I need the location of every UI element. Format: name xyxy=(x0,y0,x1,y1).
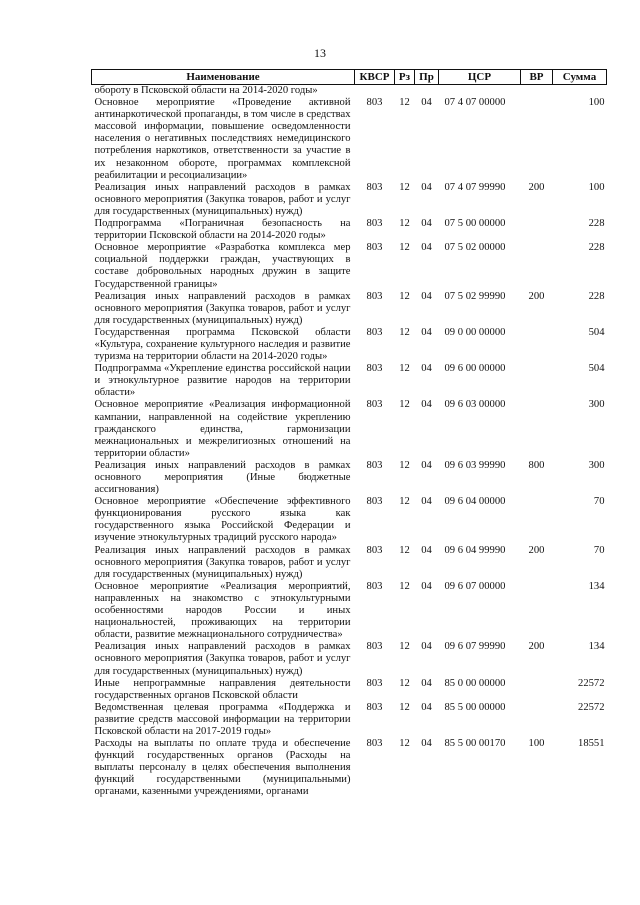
column-header-csr: ЦСР xyxy=(439,70,521,85)
cell-name: Реализация иных направлений расходов в рамках основного мероприятия (Закупка товаров, работ и услуг для государственных (муниципальных) нужд) xyxy=(94,290,351,326)
cell-sum: 70 xyxy=(593,496,605,508)
cell-rz: 12 xyxy=(399,496,410,508)
cell-csr xyxy=(439,85,521,98)
cell-sum: 70 xyxy=(593,544,605,556)
table-row xyxy=(92,218,607,242)
cell-vr: 100 xyxy=(528,738,545,750)
cell-rz: 12 xyxy=(399,544,410,556)
cell-kvsr xyxy=(355,85,395,98)
cell-rz: 12 xyxy=(399,97,410,109)
cell-sum: 100 xyxy=(588,97,605,109)
cell-sum: 300 xyxy=(588,459,605,471)
cell-kvsr: 803 xyxy=(366,580,383,592)
cell-name: Основное мероприятие «Реализация мероприятий, направленных на знакомство с этнокультурными особенностями народов России и иных национальностей, проживающих на территории области, развитие межнационального сотрудничества» xyxy=(94,580,351,641)
cell-vr: 200 xyxy=(528,181,545,193)
cell-rz: 12 xyxy=(399,701,410,713)
cell-vr: 800 xyxy=(528,459,545,471)
cell-name: Реализация иных направлений расходов в рамках основного мероприятия (Закупка товаров, работ и услуг для государственных (муниципальных) нужд) xyxy=(94,544,351,580)
cell-name: Основное мероприятие «Проведение активной антинаркотической пропаганды, в том числе в средствах массовой информации, повышение осведомленности населения о негативных последствиях немедицинского потребления наркотиков, ответственности за участие в их незаконном обороте, программах комплексной реабилитации и ресоциализации» xyxy=(94,97,351,181)
cell-pr: 04 xyxy=(421,701,432,713)
cell-pr: 04 xyxy=(421,97,432,109)
table-row xyxy=(92,641,607,677)
cell-rz: 12 xyxy=(399,363,410,375)
table-row xyxy=(92,85,607,98)
cell-sum: 22572 xyxy=(578,701,605,713)
cell-vr xyxy=(521,85,553,98)
table-row xyxy=(92,545,607,581)
cell-kvsr: 803 xyxy=(366,641,383,653)
cell-vr xyxy=(521,97,553,182)
cell-name: Иные непрограммные направления деятельности государственных органов Псковской области xyxy=(94,677,351,701)
table-row xyxy=(92,363,607,399)
column-header-kvsr: КВСР xyxy=(355,70,395,85)
budget-table xyxy=(91,69,607,799)
cell-csr: 85 5 00 00170 xyxy=(444,738,506,750)
cell-kvsr: 803 xyxy=(366,677,383,689)
cell-name: Подпрограмма «Укрепление единства российской нации и этнокультурное развитие народов на территории области» xyxy=(94,363,351,399)
column-header-vr: ВР xyxy=(521,70,553,85)
cell-vr: 200 xyxy=(528,544,545,556)
page-number: 13 xyxy=(314,46,326,60)
cell-pr: 04 xyxy=(421,677,432,689)
cell-sum: 18551 xyxy=(578,738,605,750)
cell-rz: 12 xyxy=(399,242,410,254)
cell-name: Расходы на выплаты по оплате труда и обеспечение функций государственных органов (Расходы на выплаты персоналу в целях обеспечения выполнения функций государственными (муниципальными) органами, казенными учреждениями, органами xyxy=(94,738,351,798)
cell-csr: 07 5 02 00000 xyxy=(444,242,506,254)
table-row xyxy=(92,460,607,496)
cell-rz: 12 xyxy=(399,738,410,750)
table-row xyxy=(92,182,607,218)
cell-sum: 504 xyxy=(588,363,605,375)
column-header-sum: Сумма xyxy=(553,70,607,85)
cell-sum: 228 xyxy=(588,242,605,254)
cell-name: Основное мероприятие «Разработка комплекса мер социальной поддержки граждан, участвующих в составе добровольных народных дружин в защите Государственной границы» xyxy=(94,242,351,290)
table-row xyxy=(92,291,607,327)
cell-name: Реализация иных направлений расходов в рамках основного мероприятия (Закупка товаров, работ и услуг для государственных (муниципальных) нужд) xyxy=(94,181,351,217)
cell-vr xyxy=(521,496,553,544)
cell-rz: 12 xyxy=(399,399,410,411)
cell-rz: 12 xyxy=(399,677,410,689)
cell-sum: 134 xyxy=(588,580,605,592)
table-header xyxy=(92,70,607,85)
cell-name: Реализация иных направлений расходов в рамках основного мероприятия (Закупка товаров, работ и услуг для государственных (муниципальных) нужд) xyxy=(94,641,351,677)
cell-sum: 504 xyxy=(588,326,605,338)
cell-rz: 12 xyxy=(399,580,410,592)
cell-csr: 85 5 00 00000 xyxy=(444,701,506,713)
cell-vr xyxy=(521,218,553,242)
table-row xyxy=(92,678,607,702)
cell-vr xyxy=(521,399,553,459)
cell-name: Реализация иных направлений расходов в рамках основного мероприятия (Иные бюджетные ассигнования) xyxy=(94,459,351,496)
cell-name: Ведомственная целевая программа «Поддержка и развитие средств массовой информации на территории Псковской области на 2017-2019 годы» xyxy=(94,701,351,737)
cell-sum: 22572 xyxy=(578,677,605,689)
cell-sum xyxy=(553,85,607,98)
cell-kvsr: 803 xyxy=(366,701,383,713)
cell-pr: 04 xyxy=(421,641,432,653)
cell-pr: 04 xyxy=(421,544,432,556)
table-row xyxy=(92,242,607,290)
cell-name: Подпрограмма «Пограничная безопасность на территории Псковской области на 2014-2020 годы» xyxy=(94,218,351,242)
cell-vr xyxy=(521,242,553,290)
cell-pr: 04 xyxy=(421,242,432,254)
cell-vr: 200 xyxy=(528,641,545,653)
cell-vr xyxy=(521,678,553,702)
cell-csr: 09 6 04 00000 xyxy=(444,496,506,508)
cell-pr: 04 xyxy=(421,459,432,471)
cell-csr: 09 6 00 00000 xyxy=(444,363,506,375)
cell-csr: 07 4 07 00000 xyxy=(444,97,506,109)
cell-vr xyxy=(521,702,553,738)
cell-csr: 09 6 03 00000 xyxy=(444,399,506,411)
cell-csr: 07 4 07 99990 xyxy=(444,181,506,193)
cell-kvsr: 803 xyxy=(366,363,383,375)
cell-csr: 09 6 07 00000 xyxy=(444,580,506,592)
column-header-rz: Рз xyxy=(395,70,415,85)
cell-sum: 228 xyxy=(588,218,605,230)
cell-sum: 134 xyxy=(588,641,605,653)
cell-pr: 04 xyxy=(421,181,432,193)
cell-name: Основное мероприятие «Реализация информационной кампании, направленной на содействие укреплению гражданского единства, гармонизации межнациональных и межрелигиозных отношений на территории области» xyxy=(94,399,351,459)
cell-csr: 07 5 00 00000 xyxy=(444,218,506,230)
cell-kvsr: 803 xyxy=(366,544,383,556)
cell-pr: 04 xyxy=(421,326,432,338)
cell-pr: 04 xyxy=(421,580,432,592)
cell-sum: 228 xyxy=(588,290,605,302)
table-row xyxy=(92,97,607,182)
table-row xyxy=(92,496,607,544)
cell-kvsr: 803 xyxy=(366,326,383,338)
cell-vr: 200 xyxy=(528,290,545,302)
cell-rz: 12 xyxy=(399,459,410,471)
table-body xyxy=(92,85,607,799)
cell-kvsr: 803 xyxy=(366,496,383,508)
cell-csr: 09 0 00 00000 xyxy=(444,326,506,338)
cell-rz: 12 xyxy=(399,326,410,338)
cell-sum: 100 xyxy=(588,181,605,193)
cell-name: Основное мероприятие «Обеспечение эффективного функционирования русского языка как государственного языка Российской Федерации и изучение этнокультурных традиций русского народа» xyxy=(94,496,351,544)
cell-pr: 04 xyxy=(421,738,432,750)
cell-vr xyxy=(521,363,553,399)
cell-csr: 85 0 00 00000 xyxy=(444,677,506,689)
cell-rz xyxy=(395,85,415,98)
cell-name: обороту в Псковской области на 2014-2020 годы» xyxy=(94,85,318,96)
cell-csr: 09 6 07 99990 xyxy=(444,641,506,653)
table-row xyxy=(92,327,607,363)
cell-csr: 09 6 03 99990 xyxy=(444,459,506,471)
cell-rz: 12 xyxy=(399,641,410,653)
cell-csr: 07 5 02 99990 xyxy=(444,290,506,302)
column-header-pr: Пр xyxy=(415,70,439,85)
cell-kvsr: 803 xyxy=(366,290,383,302)
cell-name: Государственная программа Псковской области «Культура, сохранение культурного наследия и развитие туризма на территории области на 2014-2020 годы» xyxy=(94,326,351,363)
cell-rz: 12 xyxy=(399,181,410,193)
cell-pr: 04 xyxy=(421,218,432,230)
cell-kvsr: 803 xyxy=(366,738,383,750)
cell-kvsr: 803 xyxy=(366,97,383,109)
cell-kvsr: 803 xyxy=(366,181,383,193)
cell-sum: 300 xyxy=(588,399,605,411)
cell-vr xyxy=(521,327,553,363)
cell-vr xyxy=(521,581,553,641)
cell-pr xyxy=(415,85,439,98)
cell-pr: 04 xyxy=(421,496,432,508)
cell-pr: 04 xyxy=(421,399,432,411)
cell-kvsr: 803 xyxy=(366,459,383,471)
table-row xyxy=(92,399,607,459)
cell-kvsr: 803 xyxy=(366,242,383,254)
cell-kvsr: 803 xyxy=(366,399,383,411)
cell-kvsr: 803 xyxy=(366,218,383,230)
table-row xyxy=(92,738,607,798)
cell-pr: 04 xyxy=(421,290,432,302)
column-header-name: Наименование xyxy=(92,70,355,85)
cell-csr: 09 6 04 99990 xyxy=(444,544,506,556)
cell-rz: 12 xyxy=(399,290,410,302)
table-row xyxy=(92,581,607,641)
cell-rz: 12 xyxy=(399,218,410,230)
table-row xyxy=(92,702,607,738)
cell-pr: 04 xyxy=(421,363,432,375)
